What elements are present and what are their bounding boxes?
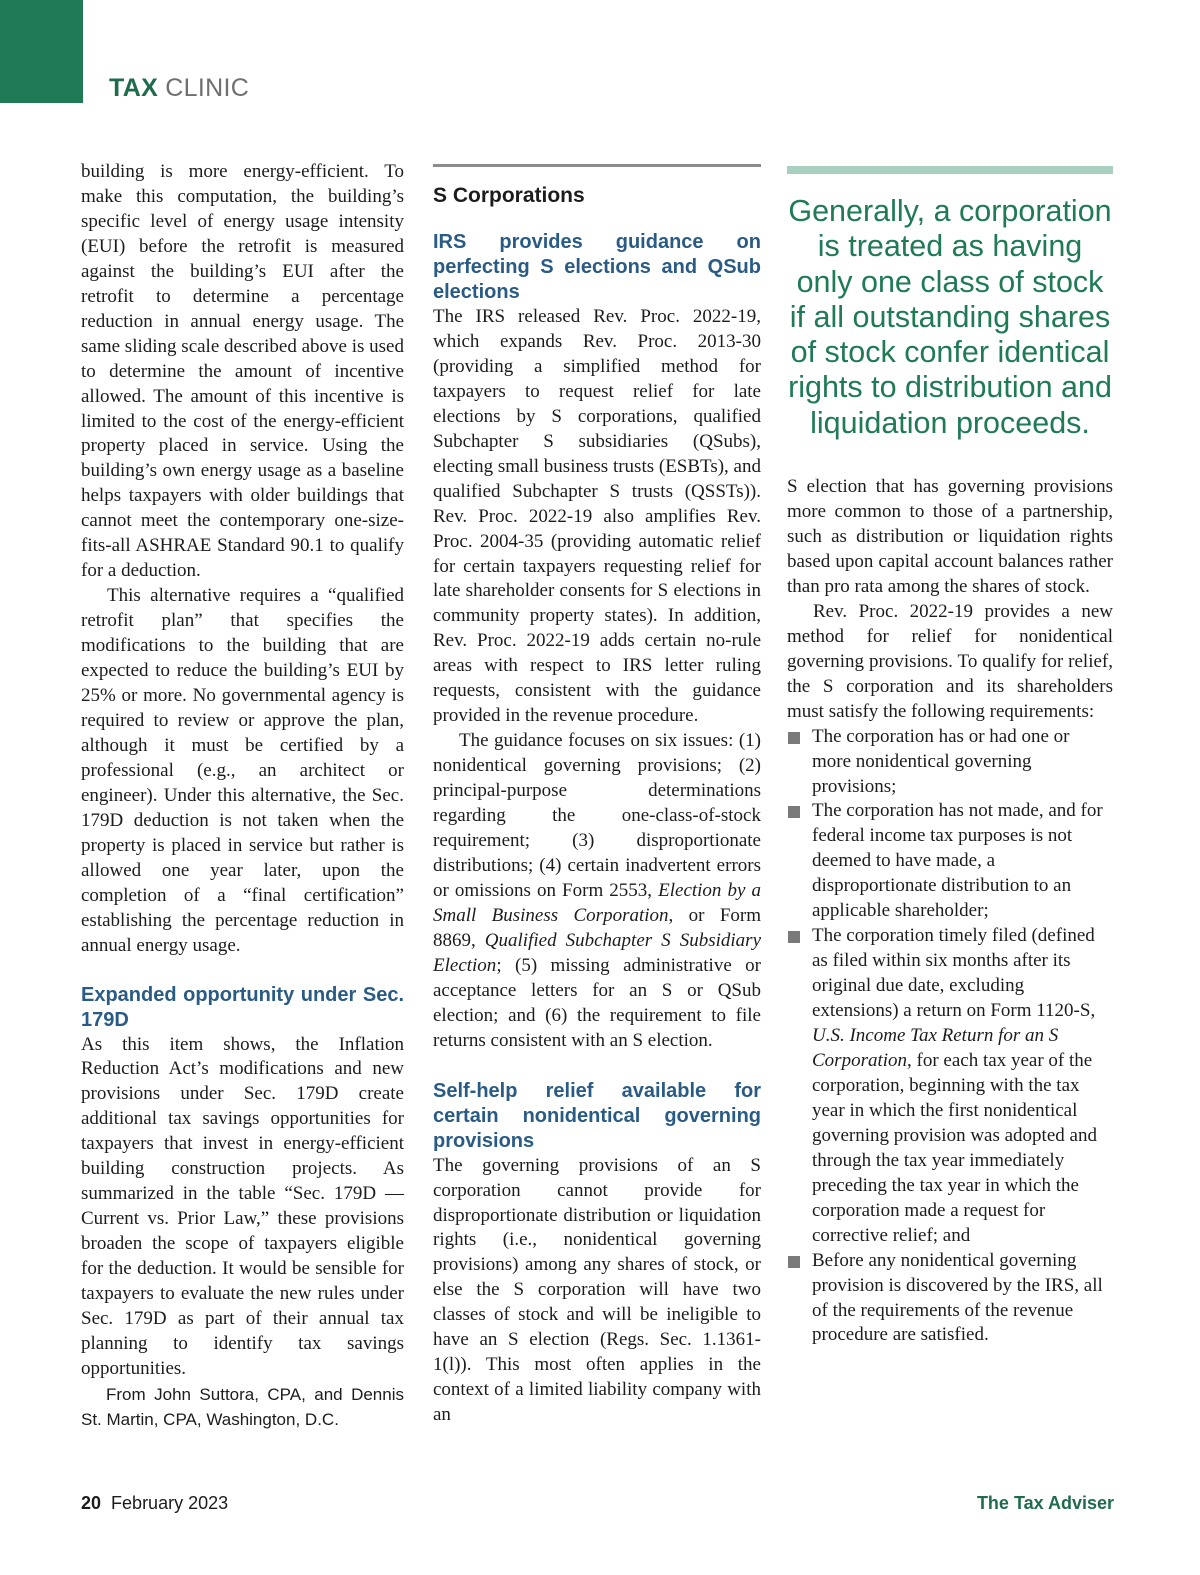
form-title-italic: U.S. Income Tax Return for an S Corporation [812, 1025, 1059, 1071]
list-item-text: , for each tax year of the corporation, beginning with the tax year in which the first nonidentical governing provision was adopted and through the tax year immediately preceding the tax year in which the corporation made a request for corrective relief; and [812, 1050, 1097, 1246]
square-bullet-icon [788, 931, 800, 943]
header-label-light: CLINIC [165, 74, 250, 102]
text-run: , or Form 8869, [433, 904, 761, 951]
requirements-list [787, 725, 1113, 1349]
col3-paragraph-2: Rev. Proc. 2022-19 provides a new method for relief for nonidentical governing provisions. To qualify for relief, the S corporation and its shareholders must satisfy the following requirements: [787, 600, 1113, 722]
list-item-text: The corporation timely filed (defined as filed within six months after its original due date, excluding extensions) a return on Form 1120-S, [812, 925, 1096, 1022]
pullquote-rule [787, 166, 1113, 174]
pull-quote: Generally, a corporation is treated as having only one class of stock if all outstanding shares of stock confer identical rights to distribution and liquidation proceeds. [788, 194, 1112, 440]
page-footer-left [81, 1493, 228, 1514]
page-number: 20 [81, 1493, 102, 1513]
col2-subhead-2: Self-help relief available for certain nonidentical governing provisions [433, 1079, 761, 1152]
form-title-italic: Qualified Subchapter S Subsidiary Election [433, 929, 762, 976]
list-item-text: Before any nonidentical governing provision is discovered by the IRS, all of the requirements of the revenue procedure are satisfied. [812, 1249, 1103, 1346]
column-top-rule [433, 164, 761, 167]
col3-paragraph-1: S election that has governing provisions more common to those of a partnership, such as distribution or liquidation rights based upon capital account balances rather than pro rata among the shares of stock. [787, 476, 1113, 597]
col2-subhead-1: IRS provides guidance on perfecting S elections and QSub elections [433, 231, 761, 303]
col2-paragraph-3: The governing provisions of an S corporation cannot provide for disproportionate distribution or liquidation rights (i.e., nonidentical governing provisions) among any shares of stock, or else the S corporation will have two classes of stock and will be ineligible to have an S election (Regs. Sec. 1.1361-1(l)). This most often applies in the context of a limited liability company with an [433, 1154, 761, 1426]
column-1 [81, 160, 404, 1432]
col1-paragraph-2: This alternative requires a “qualified retrofit plan” that specifies the modifications to the building that are expected to reduce the building’s EUI by 25% or more. No governmental agency is required to review or approve the plan, although it must be certified by a professional (e.g., an architect or engineer). Under this alternative, the Sec. 179D deduction is not taken when the property is placed in service but rather is allowed one year later, upon the completion of a “final certification” establishing the percentage reduction in annual energy usage. [81, 585, 404, 956]
spacer [433, 1054, 761, 1079]
journal-name: The Tax Adviser [976, 1493, 1114, 1513]
square-bullet-icon [788, 806, 800, 818]
text-run: The guidance focuses on six issues: (1) nonidentical governing provisions; (2) principal-purpose determinations regarding the one-class-of-stock requirement; (3) disproportionate distributions; (4) certain inadvertent errors or omissions on Form 2553, [433, 730, 761, 901]
list-item [787, 1249, 1113, 1349]
square-bullet-icon [788, 1256, 800, 1268]
form-title-italic: Election by a Small Business Corporation [433, 879, 762, 926]
section-header [109, 74, 249, 103]
col2-paragraph-2 [433, 729, 761, 1053]
list-item-text: The corporation has not made, and for federal income tax purposes is not deemed to have made, a disproportionate distribution to an applicable shareholder; [812, 800, 1103, 922]
issue-date: February 2023 [111, 1493, 229, 1513]
col1-subhead: Expanded opportunity under Sec. 179D [81, 983, 404, 1031]
col2-paragraph-1: The IRS released Rev. Proc. 2022-19, which expands Rev. Proc. 2013-30 (providing a simplified method for taxpayers to request relief for late elections by S corporations, qualified Subchapter S subsidiaries (QSubs), electing small business trusts (ESBTs), and qualified Subchapter S trusts (QSSTs)). Rev. Proc. 2022-19 also amplifies Rev. Proc. 2004-35 (providing automatic relief for certain taxpayers requesting relief for late shareholder consents for S elections in community property states). In addition, Rev. Proc. 2022-19 adds certain no-rule areas with respect to IRS letter ruling requests, consistent with the guidance provided in the revenue procedure. [433, 306, 761, 727]
list-item-text: The corporation has or had one or more nonidentical governing provisions; [812, 725, 1070, 797]
square-bullet-icon [788, 732, 800, 744]
list-item [787, 924, 1113, 1248]
column-3 [787, 160, 1113, 1348]
author-credit: From John Suttora, CPA, and Dennis St. Martin, CPA, Washington, D.C. [81, 1384, 404, 1429]
list-item [787, 725, 1113, 800]
text-run: ; (5) missing administrative or acceptance letters for an S or QSub election; and (6) the requirement to file returns consistent with an S election. [433, 954, 761, 1051]
column-2 [433, 160, 761, 1428]
header-label-bold: TAX [109, 74, 159, 102]
list-item [787, 799, 1113, 924]
header-color-block [0, 0, 83, 103]
spacer [81, 959, 404, 983]
col1-paragraph-3: As this item shows, the Inflation Reduction Act’s modifications and new provisions under Sec. 179D create additional tax savings opportunities for taxpayers that invest in energy-efficient building construction projects. As summarized in the table “Sec. 179D — Current vs. Prior Law,” these provisions broaden the scope of taxpayers eligible for the deduction. It would be sensible for taxpayers to evaluate the new rules under Sec. 179D as part of their annual tax planning to identify tax savings opportunities. [81, 1033, 404, 1379]
section-title: S Corporations [433, 184, 585, 207]
col1-paragraph-1: building is more energy-efficient. To make this computation, the building’s specific level of energy usage intensity (EUI) before the retrofit is measured against the building’s EUI after the retrofit to determine a percentage reduction in annual energy usage. The same sliding scale described above is used to determine the amount of incentive allowed. The amount of this incentive is limited to the cost of the energy-efficient property placed in service. Using the building’s own energy usage as a baseline helps taxpayers with older buildings that cannot meet the contemporary one-size-fits-all ASHRAE Standard 90.1 to qualify for a deduction. [81, 161, 404, 582]
